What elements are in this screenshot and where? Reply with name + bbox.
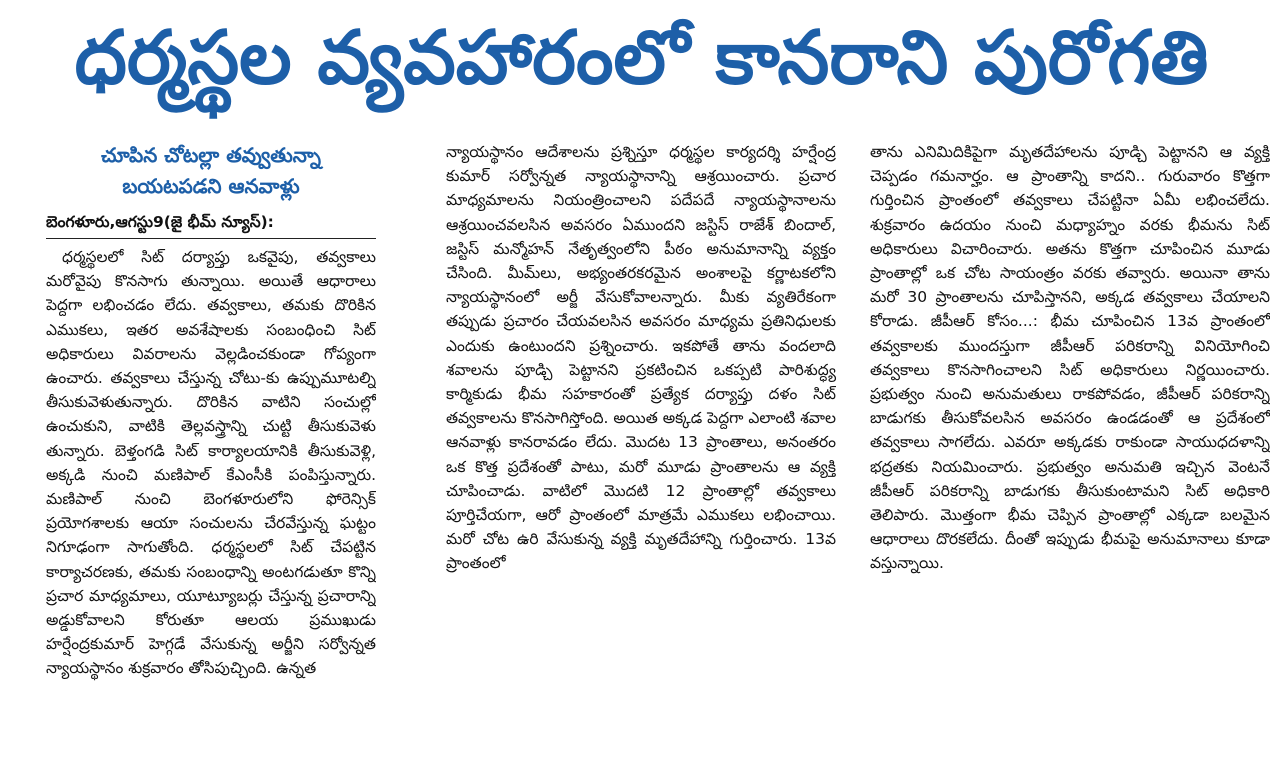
article-text-column-1: ధర్మస్థలలో సిట్ దర్యాప్తు ఒకవైపు, తవ్వకాలు మరోవైపు కొనసాగు తున్నాయి. అయితే ఆధారాలు పెద్దగా లభించడం లేదు. తవ్వకాలు, తమకు దొరికిన ఎముకలు, ఇతర అవశేషాలకు సంబంధించి సిట్ అధికారులు వివరాలను వెల్లడించకుండా గోప్యంగా ఉంచారు. తవ్వకాలు చేస్తున్న చోటు-కు ఉప్పుమూటల్ని తీసుకువెళుతున్నారు. దొరికిన వాటిని సంచుల్లో ఉంచుకుని, వాటికి తెల్లవస్త్రాన్ని చుట్టి తీసుకువెళు తున్నారు. బెళ్తంగడి సిట్ కార్యాలయానికి తీసుకువెళ్లి, అక్కడి నుంచి మణిపాల్ కేఎంసీకి పంపిస్తున్నారు. మణిపాల్ నుంచి బెంగళూరులోని ఫోరెన్సిక్ ప్రయోగశాలకు ఆయా సంచులను చేరవేస్తున్న ఘట్టం నిగూఢంగా సాగుతోంది. ధర్మస్థలలో సిట్ చేపట్టిన కార్యాచరణకు, తమకు సంబంధాన్ని అంటగడుతూ కొన్ని ప్రచార మాధ్యమాలు, యూట్యూబర్లు చేస్తున్న ప్రచారాన్ని అడ్డుకోవాలని కోరుతూ ఆలయ ప్రముఖుడు హర్షేంద్రకుమార్ హెగ్గడే వేసుకున్న అర్జీని సర్వోన్నత న్యాయస్థానం శుక్రవారం తోసిపుచ్చింది. ఉన్నత: [46, 248, 376, 678]
article-text-column-3: తాను ఎనిమిదికిపైగా మృతదేహాలను పూడ్చి పెట్టానని ఆ వ్యక్తి చెప్పడం గమనార్హం. ఆ ప్రాంతాన్ని కాదని.. గురువారం కొత్తగా గుర్తించిన ప్రాంతంలో తవ్వకాలు చేపట్టినా ఏమీ లభించలేదు. శుక్రవారం ఉదయం నుంచి మధ్యాహ్నం వరకు భీమను సిట్ అధికారులు విచారించారు. అతను కొత్తగా చూపించిన మూడు ప్రాంతాల్లో ఒక చోట సాయంత్రం వరకు తవ్వారు. అయినా తాను మరో 30 ప్రాంతాలను చూపిస్తానని, అక్కడ తవ్వకాలు చేయాలని కోరాడు. జీపీఆర్ కోసం...: భీమ చూపించిన 13వ ప్రాంతంలో తవ్వకాలకు ముందస్తుగా జీపీఆర్ పరికరాన్ని వినియోగించి తవ్వకాలు కొనసాగించాలని సిట్ అధికారులు నిర్ణయించారు. ప్రభుత్వం నుంచి అనుమతులు రాకపోవడం, జీపీఆర్ పరికరాన్ని బాడుగకు తీసుకోవలసిన అవసరం ఉండడంతో ఆ ప్రదేశంలో తవ్వకాలు సాగలేదు. ఎవరూ అక్కడకు రాకుండా సాయుధదళాన్ని భద్రతకు నియమించారు. ప్రభుత్వం అనుమతి ఇచ్చిన వెంటనే జీపీఆర్ పరికరాన్ని బాడుగకు తీసుకుంటామని సిట్ అధికారి తెలిపారు. మొత్తంగా భీమ చెప్పిన ప్రాంతాల్లో ఎక్కడా బలమైన ఆధారాలు దొరకలేదు. దీంతో ఇప్పుడు భీమపై అనుమానాలు కూడా వస్తున్నాయి.: [870, 143, 1270, 573]
subheadline: [46, 140, 376, 202]
column-2: [446, 140, 836, 758]
dateline: బెంగళూరు,ఆగస్టు9(జై భీమ్ న్యూస్):: [46, 210, 376, 239]
subheadline-line-1: చూపిన చోటల్లా తవ్వుతున్నా: [101, 143, 321, 167]
column-3: [870, 140, 1270, 758]
article-text-column-2: న్యాయస్థానం ఆదేశాలను ప్రశ్నిస్తూ ధర్మస్థల కార్యదర్శి హర్షేంద్ర కుమార్ సర్వోన్నత న్యాయస్థానాన్ని ఆశ్రయించారు. ప్రచార మాధ్యమాలను నియంత్రించాలని పదేపదే న్యాయస్థానాలను ఆశ్రయించవలసిన అవసరం ఏముందని జస్టిస్ రాజేశ్ బిందాల్, జస్టిస్ మన్మోహన్ నేతృత్వంలోని పీఠం అనుమానాన్ని వ్యక్తం చేసింది. మీమ్‌లు, అభ్యంతరకరమైన అంశాలపై కర్ణాటకలోని న్యాయస్థానంలో అర్జీ వేసుకోవాలన్నారు. మీకు వ్యతిరేకంగా తప్పుడు ప్రచారం చేయవలసిన అవసరం మాధ్యమ ప్రతినిధులకు ఎందుకు ఉంటుందని ప్రశ్నించారు. ఇకపోతే తాను వందలాది శవాలను పూడ్చి పెట్టానని ప్రకటించిన ఒకప్పటి పారిశుద్ధ్య కార్మికుడు భీమ సహకారంతో ప్రత్యేక దర్యాప్తు దళం సిట్ తవ్వకాలను కొనసాగిస్తోంది. అయిత అక్కడ పెద్దగా ఎలాంటి శవాల ఆనవాళ్లు కానరావడం లేదు. మొదట 13 ప్రాంతాలు, అనంతరం ఒక కొత్త ప్రదేశంతో పాటు, మరో మూడు ప్రాంతాలను ఆ వ్యక్తి చూపించాడు. వాటిలో మొదటి 12 ప్రాంతాల్లో తవ్వకాలు పూర్తిచేయగా, ఆరో ప్రాంతంలో మాత్రమే ఎముకలు లభించాయి. మరో చోట ఉరి వేసుకున్న వ్యక్తి మృతదేహాన్ని గుర్తించారు. 13వ ప్రాంతంలో: [446, 143, 836, 573]
column-1: [46, 140, 376, 758]
subheadline-line-2: బయటపడని ఆనవాళ్లు: [122, 174, 300, 198]
headline: ధర్మస్థల వ్యవహారంలో కానరాని పురోగతి: [74, 15, 1209, 101]
